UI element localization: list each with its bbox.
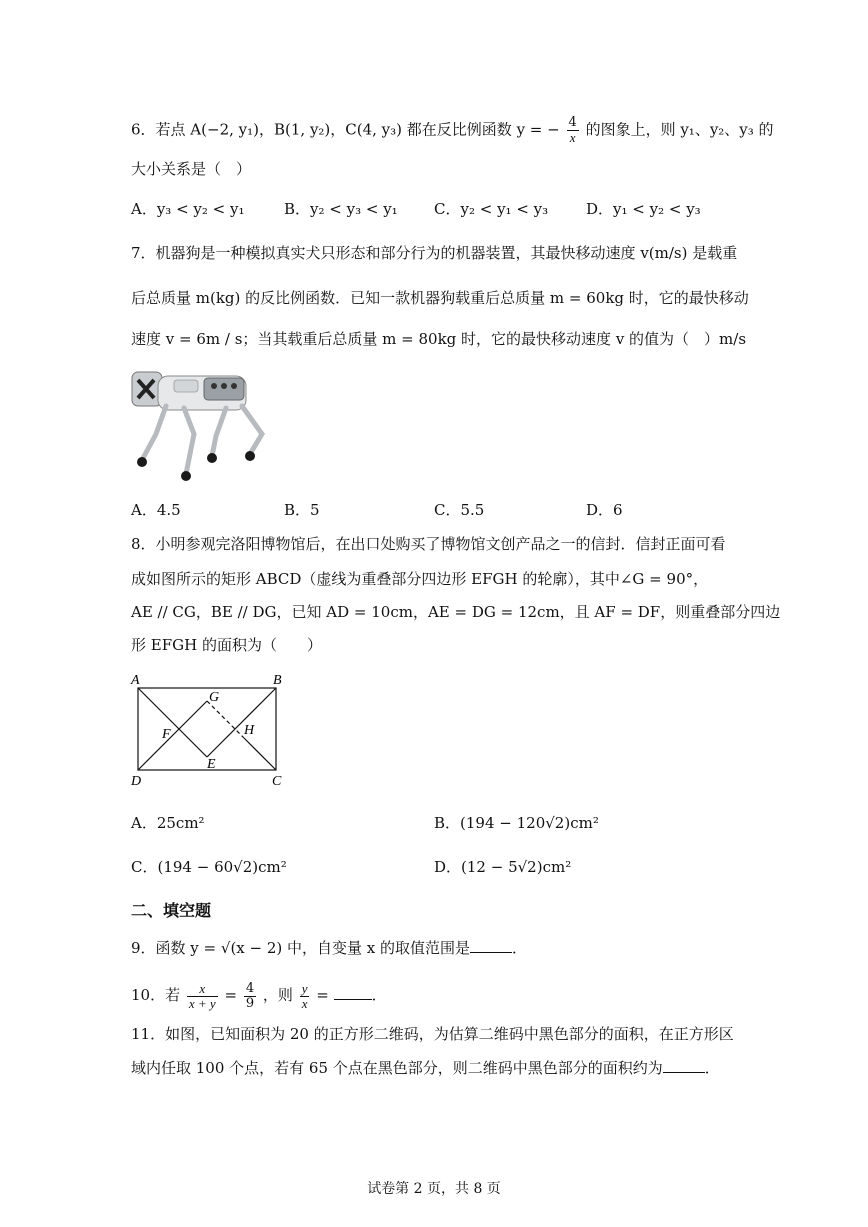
q6-line2: 大小关系是（ ） xyxy=(131,160,252,178)
envelope-diagram xyxy=(128,668,293,790)
robot-dog-image xyxy=(128,362,288,484)
q10-answer-blank[interactable] xyxy=(334,985,372,1000)
q7-option-a: A．4.5 xyxy=(131,501,181,519)
q10-f1-den: x + y xyxy=(188,995,216,1011)
q6-line1 xyxy=(131,116,774,145)
q6-option-a: A．y₃ < y₂ < y₁ xyxy=(131,200,245,218)
q8-line3: AE // CG，BE // DG，已知 AD = 10cm，AE = DG = 12cm，且 AF = DF，则重叠部分四边 xyxy=(131,603,781,621)
q6-option-c: C．y₂ < y₁ < y₃ xyxy=(434,200,549,218)
robot-dog-feet xyxy=(137,451,255,481)
q10-fraction-2 xyxy=(244,982,256,1011)
robot-dog-legs xyxy=(142,406,262,474)
q8-option-b: B．(194 − 120√2)cm² xyxy=(434,814,599,832)
q8-line4: 形 EFGH 的面积为（ ） xyxy=(131,636,322,654)
q9-line xyxy=(131,937,527,959)
q6-frac-den: x xyxy=(569,130,576,145)
label-c: C xyxy=(272,774,282,789)
q7-line3: 速度 v = 6m / s；当其载重后总质量 m = 80kg 时，它的最快移动速度 v 的值为（ ）m/s xyxy=(131,330,747,348)
q10-mid: ，则 xyxy=(262,986,293,1004)
q7-line1: 7．机器狗是一种模拟真实犬只形态和部分行为的机器装置，其最快移动速度 v(m/s) 是载重 xyxy=(131,244,738,262)
q8-option-c: C．(194 − 60√2)cm² xyxy=(131,858,287,876)
q10-f2-den: 9 xyxy=(245,995,255,1011)
label-a: A xyxy=(131,673,140,688)
label-g: G xyxy=(209,690,220,705)
q8-option-a: A．25cm² xyxy=(131,814,205,832)
q11-answer-blank[interactable] xyxy=(663,1058,705,1073)
page-footer: 试卷第 2 页，共 8 页 xyxy=(367,1181,501,1197)
q6-text-end: 的图象上，则 y₁、y₂、y₃ 的 xyxy=(585,120,774,139)
label-e: E xyxy=(207,757,216,772)
q11-line1: 11．如图，已知面积为 20 的正方形二维码，为估算二维码中黑色部分的面积，在正方形区 xyxy=(131,1025,734,1043)
q6-fraction xyxy=(567,116,579,145)
q9-text: 9．函数 y = √(x − 2) 中，自变量 x 的取值范围是 xyxy=(131,939,471,957)
label-f: F xyxy=(162,727,171,742)
q9-end: ． xyxy=(512,939,528,957)
q10-line xyxy=(131,978,387,1012)
q8-option-d: D．(12 − 5√2)cm² xyxy=(434,858,572,876)
q6-option-b: B．y₂ < y₃ < y₁ xyxy=(284,200,398,218)
q8-line1: 8．小明参观完洛阳博物馆后，在出口处购买了博物馆文创产品之一的信封．信封正面可看 xyxy=(131,535,726,553)
q6-text-start: 6．若点 A(−2, y₁)，B(1, y₂)，C(4, y₃) 都在反比例函数 y = − xyxy=(131,120,560,139)
q10-f3-den: x xyxy=(301,995,308,1011)
q11-line2 xyxy=(131,1057,720,1079)
q10-f2-num: 4 xyxy=(245,980,255,996)
label-d: D xyxy=(131,774,142,789)
q10-end: = xyxy=(316,986,329,1004)
q8-line2: 成如图所示的矩形 ABCD（虚线为重叠部分四边形 EFGH 的轮廓），其中∠G = 90°， xyxy=(131,570,709,588)
robot-dog-body xyxy=(132,372,246,410)
q9-answer-blank[interactable] xyxy=(470,938,512,953)
q10-tail: ． xyxy=(371,986,387,1004)
q6-frac-num: 4 xyxy=(568,115,577,130)
q10-fraction-3 xyxy=(300,982,310,1011)
q11-end: ． xyxy=(704,1059,720,1077)
label-b: B xyxy=(273,673,282,688)
q11-text: 域内任取 100 个点，若有 65 个点在黑色部分，则二维码中黑色部分的面积约为 xyxy=(131,1059,663,1077)
q7-option-d: D．6 xyxy=(586,501,623,519)
q10-prefix: 10．若 xyxy=(131,986,181,1004)
label-h: H xyxy=(244,723,255,738)
q10-fraction-1 xyxy=(187,982,218,1011)
q10-f1-num: x xyxy=(187,982,218,997)
q10-f3-num: y xyxy=(301,980,308,996)
q7-option-c: C．5.5 xyxy=(434,501,485,519)
q6-option-d: D．y₁ < y₂ < y₃ xyxy=(586,200,701,218)
q7-line2: 后总质量 m(kg) 的反比例函数．已知一款机器狗载重后总质量 m = 60kg 时，它的最快移动 xyxy=(131,289,749,307)
q10-equals: = xyxy=(224,986,238,1004)
section-title-fill-in: 二、填空题 xyxy=(131,901,212,920)
q7-option-b: B．5 xyxy=(284,501,320,519)
